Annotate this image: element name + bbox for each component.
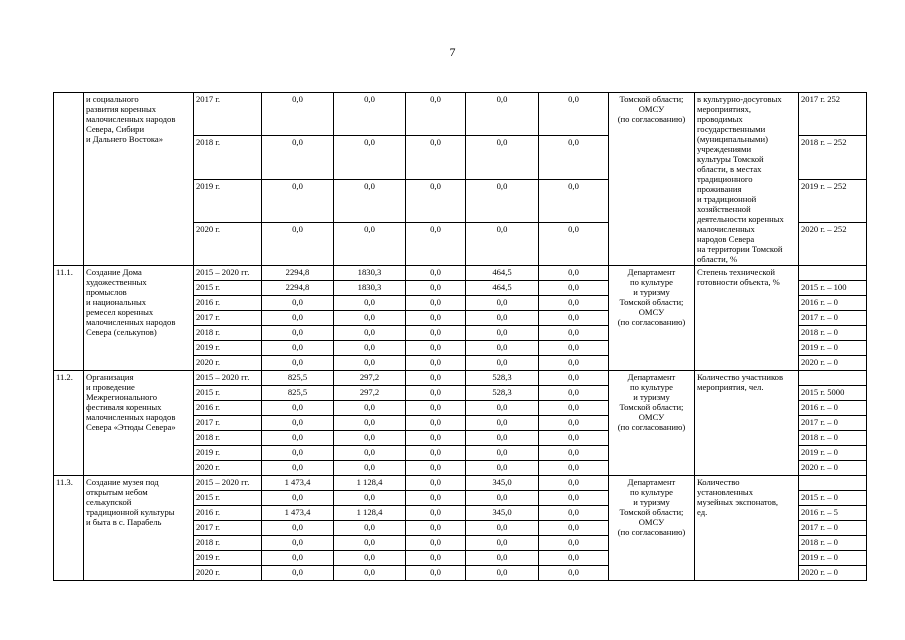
period-cell: 2018 г. (194, 536, 262, 551)
mb-cell: 0,0 (466, 491, 539, 506)
mb-cell: 0,0 (466, 93, 539, 136)
vb-cell: 0,0 (539, 491, 609, 506)
target-cell: 2018 г. – 252 (799, 136, 867, 179)
target-cell: 2019 г. – 252 (799, 179, 867, 222)
target-cell: 2017 г. 252 (799, 93, 867, 136)
period-cell: 2015 – 2020 гг. (194, 476, 262, 491)
ob-cell: 0,0 (406, 311, 466, 326)
vb-cell: 0,0 (539, 566, 609, 581)
fb-cell: 0,0 (334, 536, 406, 551)
fb-cell: 0,0 (334, 311, 406, 326)
ob-cell: 0,0 (406, 356, 466, 371)
fb-cell: 0,0 (334, 551, 406, 566)
period-cell: 2017 г. (194, 416, 262, 431)
total-cell: 0,0 (262, 356, 334, 371)
period-cell: 2017 г. (194, 93, 262, 136)
mb-cell: 0,0 (466, 311, 539, 326)
vb-cell: 0,0 (539, 341, 609, 356)
period-cell: 2019 г. (194, 179, 262, 222)
period-cell: 2015 г. (194, 386, 262, 401)
target-cell: 2017 г. – 0 (799, 521, 867, 536)
vb-cell: 0,0 (539, 326, 609, 341)
vb-cell: 0,0 (539, 296, 609, 311)
target-cell: 2015 г. 5000 (799, 386, 867, 401)
ob-cell: 0,0 (406, 491, 466, 506)
ob-cell: 0,0 (406, 521, 466, 536)
item-number: 11.3. (54, 476, 84, 581)
period-cell: 2015 г. (194, 281, 262, 296)
fb-cell: 0,0 (334, 93, 406, 136)
ob-cell: 0,0 (406, 506, 466, 521)
vb-cell: 0,0 (539, 222, 609, 265)
target-cell: 2016 г. – 5 (799, 506, 867, 521)
period-cell: 2018 г. (194, 431, 262, 446)
total-cell: 825,5 (262, 371, 334, 386)
total-cell: 0,0 (262, 326, 334, 341)
total-cell: 0,0 (262, 431, 334, 446)
mb-cell: 0,0 (466, 536, 539, 551)
period-cell: 2020 г. (194, 222, 262, 265)
target-cell (799, 476, 867, 491)
mb-cell: 464,5 (466, 266, 539, 281)
vb-cell: 0,0 (539, 401, 609, 416)
period-cell: 2020 г. (194, 566, 262, 581)
ob-cell: 0,0 (406, 431, 466, 446)
ob-cell: 0,0 (406, 476, 466, 491)
mb-cell: 0,0 (466, 431, 539, 446)
vb-cell: 0,0 (539, 371, 609, 386)
mb-cell: 0,0 (466, 326, 539, 341)
fb-cell: 0,0 (334, 431, 406, 446)
vb-cell: 0,0 (539, 446, 609, 461)
mb-cell: 0,0 (466, 521, 539, 536)
executor-cell: Департамент по культуре и туризму Томской области; ОМСУ (по согласованию) (609, 371, 695, 476)
target-cell: 2018 г. – 0 (799, 431, 867, 446)
vb-cell: 0,0 (539, 386, 609, 401)
ob-cell: 0,0 (406, 446, 466, 461)
fb-cell: 1 128,4 (334, 506, 406, 521)
period-cell: 2016 г. (194, 506, 262, 521)
fb-cell: 0,0 (334, 521, 406, 536)
target-cell (799, 371, 867, 386)
ob-cell: 0,0 (406, 386, 466, 401)
mb-cell: 0,0 (466, 179, 539, 222)
ob-cell: 0,0 (406, 416, 466, 431)
vb-cell: 0,0 (539, 461, 609, 476)
period-cell: 2017 г. (194, 521, 262, 536)
mb-cell: 0,0 (466, 136, 539, 179)
total-cell: 2294,8 (262, 281, 334, 296)
mb-cell: 0,0 (466, 222, 539, 265)
period-cell: 2015 – 2020 гг. (194, 371, 262, 386)
period-cell: 2019 г. (194, 341, 262, 356)
ob-cell: 0,0 (406, 371, 466, 386)
vb-cell: 0,0 (539, 551, 609, 566)
activity-name: Создание Дома художественных промыслов и национальных ремесел коренных малочисленных народов Севера (селькупов) (84, 266, 194, 371)
total-cell: 0,0 (262, 296, 334, 311)
executor-cell: Департамент по культуре и туризму Томской области; ОМСУ (по согласованию) (609, 476, 695, 581)
period-cell: 2015 г. (194, 491, 262, 506)
vb-cell: 0,0 (539, 93, 609, 136)
mb-cell: 0,0 (466, 446, 539, 461)
period-cell: 2019 г. (194, 446, 262, 461)
table-row (54, 371, 867, 386)
fb-cell: 0,0 (334, 566, 406, 581)
ob-cell: 0,0 (406, 401, 466, 416)
total-cell: 0,0 (262, 311, 334, 326)
period-cell: 2019 г. (194, 551, 262, 566)
total-cell: 0,0 (262, 179, 334, 222)
indicator-cell: Степень технической готовности объекта, % (695, 266, 799, 371)
period-cell: 2020 г. (194, 356, 262, 371)
ob-cell: 0,0 (406, 341, 466, 356)
mb-cell: 528,3 (466, 371, 539, 386)
period-cell: 2018 г. (194, 136, 262, 179)
total-cell: 0,0 (262, 401, 334, 416)
total-cell: 0,0 (262, 521, 334, 536)
executor-cell: Томской области; ОМСУ (по согласованию) (609, 93, 695, 266)
target-cell: 2020 г. – 0 (799, 356, 867, 371)
vb-cell: 0,0 (539, 506, 609, 521)
ob-cell: 0,0 (406, 461, 466, 476)
fb-cell: 297,2 (334, 386, 406, 401)
fb-cell: 0,0 (334, 446, 406, 461)
ob-cell: 0,0 (406, 551, 466, 566)
fb-cell: 0,0 (334, 401, 406, 416)
fb-cell: 0,0 (334, 296, 406, 311)
fb-cell: 1 128,4 (334, 476, 406, 491)
period-cell: 2016 г. (194, 296, 262, 311)
vb-cell: 0,0 (539, 431, 609, 446)
vb-cell: 0,0 (539, 536, 609, 551)
table-row (54, 476, 867, 491)
period-cell: 2020 г. (194, 461, 262, 476)
fb-cell: 0,0 (334, 356, 406, 371)
ob-cell: 0,0 (406, 266, 466, 281)
vb-cell: 0,0 (539, 311, 609, 326)
period-cell: 2016 г. (194, 401, 262, 416)
ob-cell: 0,0 (406, 296, 466, 311)
program-activities-table (53, 92, 867, 581)
period-cell: 2018 г. (194, 326, 262, 341)
fb-cell: 0,0 (334, 461, 406, 476)
total-cell: 0,0 (262, 93, 334, 136)
mb-cell: 464,5 (466, 281, 539, 296)
total-cell: 825,5 (262, 386, 334, 401)
fb-cell: 297,2 (334, 371, 406, 386)
total-cell: 0,0 (262, 136, 334, 179)
mb-cell: 0,0 (466, 416, 539, 431)
activity-name: и социального развития коренных малочисленных народов Севера, Сибири и Дальнего Востока» (84, 93, 194, 266)
vb-cell: 0,0 (539, 136, 609, 179)
total-cell: 0,0 (262, 222, 334, 265)
mb-cell: 528,3 (466, 386, 539, 401)
item-number: 11.1. (54, 266, 84, 371)
total-cell: 0,0 (262, 551, 334, 566)
ob-cell: 0,0 (406, 136, 466, 179)
ob-cell: 0,0 (406, 222, 466, 265)
executor-cell: Департамент по культуре и туризму Томской области; ОМСУ (по согласованию) (609, 266, 695, 371)
table-row (54, 266, 867, 281)
period-cell: 2017 г. (194, 311, 262, 326)
target-cell: 2017 г. – 0 (799, 416, 867, 431)
period-cell: 2015 – 2020 гг. (194, 266, 262, 281)
target-cell: 2019 г. – 0 (799, 551, 867, 566)
ob-cell: 0,0 (406, 536, 466, 551)
target-cell: 2015 г. – 0 (799, 491, 867, 506)
fb-cell: 0,0 (334, 179, 406, 222)
fb-cell: 0,0 (334, 136, 406, 179)
total-cell: 0,0 (262, 536, 334, 551)
mb-cell: 0,0 (466, 566, 539, 581)
vb-cell: 0,0 (539, 476, 609, 491)
vb-cell: 0,0 (539, 356, 609, 371)
vb-cell: 0,0 (539, 266, 609, 281)
target-cell: 2015 г. – 100 (799, 281, 867, 296)
target-cell: 2018 г. – 0 (799, 536, 867, 551)
total-cell: 0,0 (262, 491, 334, 506)
target-cell: 2018 г. – 0 (799, 326, 867, 341)
total-cell: 0,0 (262, 446, 334, 461)
activity-name: Создание музея под открытым небом селькупской традиционной культуры и быта в с. Парабель (84, 476, 194, 581)
indicator-cell: Количество установленных музейных экспонатов, ед. (695, 476, 799, 581)
ob-cell: 0,0 (406, 179, 466, 222)
indicator-cell: в культурно-досуговых мероприятиях, проводимых государственными (муниципальными) учреждениями культуры Томской области, в местах традиционного проживания и традиционной хозяйственной деятельности коренных малочисленных народов Севера на территории Томской области, % (695, 93, 799, 266)
fb-cell: 0,0 (334, 416, 406, 431)
target-cell: 2019 г. – 0 (799, 446, 867, 461)
total-cell: 1 473,4 (262, 506, 334, 521)
vb-cell: 0,0 (539, 179, 609, 222)
vb-cell: 0,0 (539, 521, 609, 536)
mb-cell: 0,0 (466, 551, 539, 566)
target-cell: 2020 г. – 252 (799, 222, 867, 265)
ob-cell: 0,0 (406, 566, 466, 581)
mb-cell: 0,0 (466, 401, 539, 416)
target-cell (799, 266, 867, 281)
target-cell: 2016 г. – 0 (799, 296, 867, 311)
target-cell: 2019 г. – 0 (799, 341, 867, 356)
target-cell: 2016 г. – 0 (799, 401, 867, 416)
fb-cell: 0,0 (334, 341, 406, 356)
ob-cell: 0,0 (406, 326, 466, 341)
fb-cell: 0,0 (334, 326, 406, 341)
table-row (54, 93, 867, 136)
mb-cell: 345,0 (466, 506, 539, 521)
mb-cell: 345,0 (466, 476, 539, 491)
vb-cell: 0,0 (539, 416, 609, 431)
fb-cell: 0,0 (334, 222, 406, 265)
total-cell: 0,0 (262, 461, 334, 476)
fb-cell: 1830,3 (334, 266, 406, 281)
table-body (54, 93, 867, 581)
item-number: 11.2. (54, 371, 84, 476)
target-cell: 2020 г. – 0 (799, 566, 867, 581)
activity-name: Организация и проведение Межрегионального фестиваля коренных малочисленных народов Севера «Этюды Севера» (84, 371, 194, 476)
total-cell: 0,0 (262, 416, 334, 431)
indicator-cell: Количество участников мероприятия, чел. (695, 371, 799, 476)
mb-cell: 0,0 (466, 461, 539, 476)
total-cell: 0,0 (262, 566, 334, 581)
mb-cell: 0,0 (466, 296, 539, 311)
total-cell: 0,0 (262, 341, 334, 356)
fb-cell: 0,0 (334, 491, 406, 506)
fb-cell: 1830,3 (334, 281, 406, 296)
page-number: 7 (449, 45, 456, 59)
mb-cell: 0,0 (466, 341, 539, 356)
target-cell: 2017 г. – 0 (799, 311, 867, 326)
item-number-cell (54, 93, 84, 266)
vb-cell: 0,0 (539, 281, 609, 296)
total-cell: 2294,8 (262, 266, 334, 281)
target-cell: 2020 г. – 0 (799, 461, 867, 476)
mb-cell: 0,0 (466, 356, 539, 371)
ob-cell: 0,0 (406, 93, 466, 136)
total-cell: 1 473,4 (262, 476, 334, 491)
ob-cell: 0,0 (406, 281, 466, 296)
